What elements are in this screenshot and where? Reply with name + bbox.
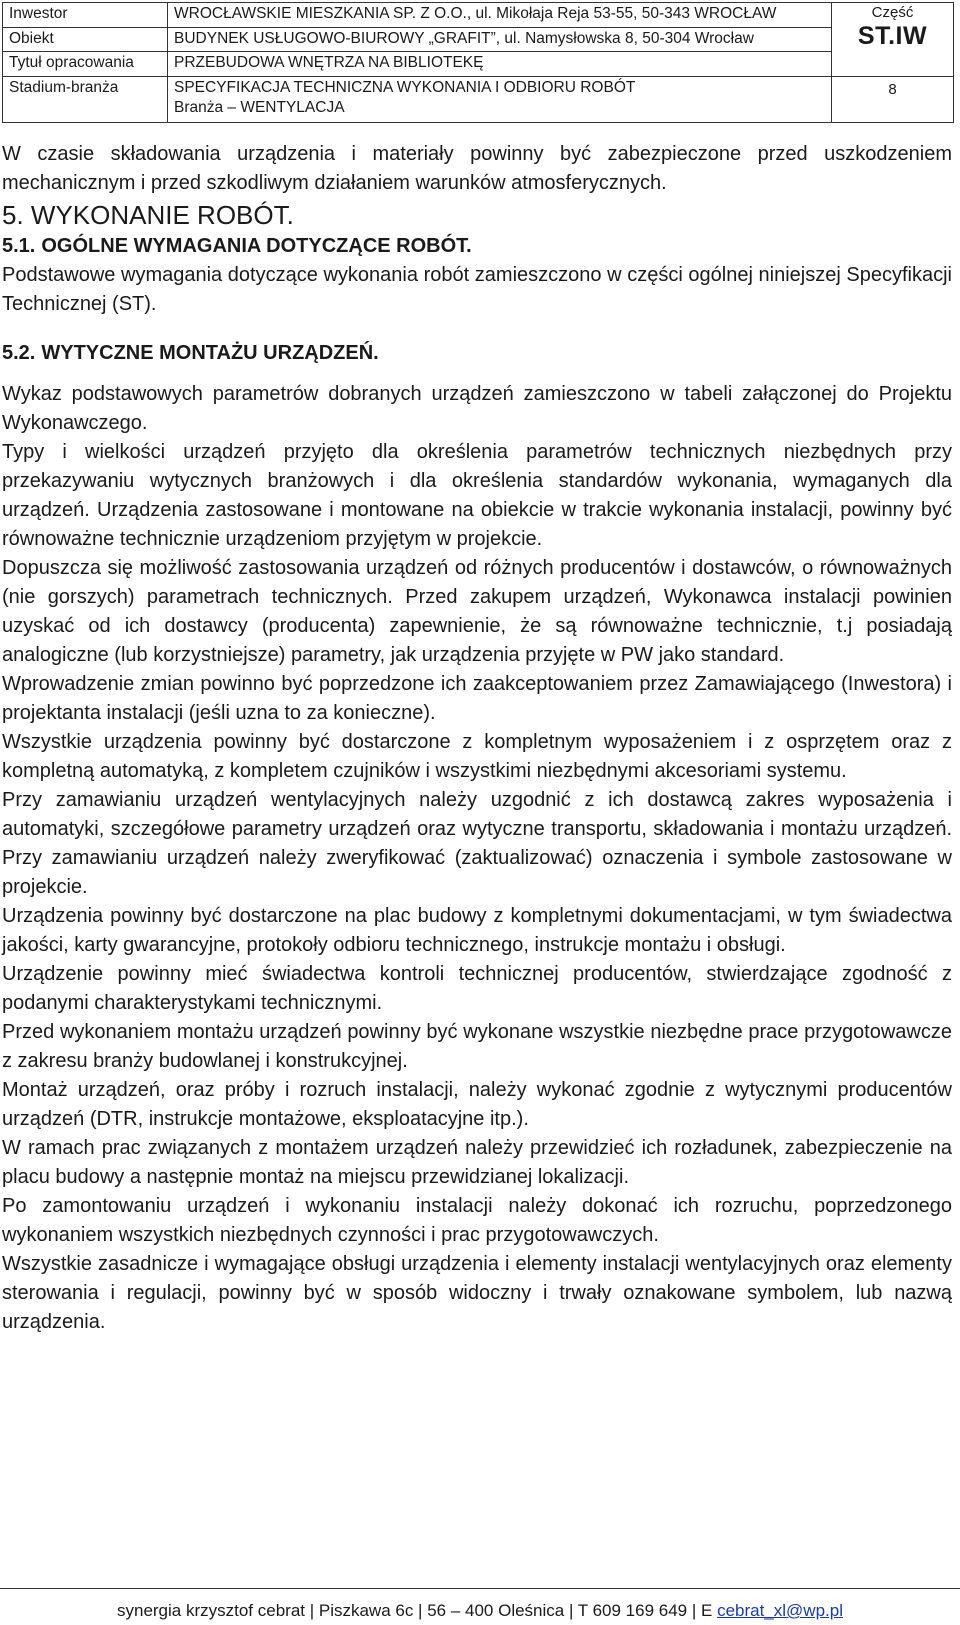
header-label-investor: Inwestor [3, 3, 168, 28]
subsection-number: 5.2. [2, 342, 36, 364]
header-part-code: ST.IW [857, 22, 928, 50]
header-value-title: PRZEBUDOWA WNĘTRZA NA BIBLIOTEKĘ [168, 52, 832, 77]
subsection-title: OGÓLNE WYMAGANIA DOTYCZĄCE ROBÓT. [41, 235, 472, 257]
paragraph: W ramach prac związanych z montażem urządzeń należy przewidzieć ich rozładunek, zabezpieczenie na placu budowy a następnie montaż na miejscu przewidzianej lokalizacji. [2, 1137, 952, 1188]
page-footer [0, 1588, 960, 1625]
header-table [2, 2, 954, 123]
header-value-stage [168, 76, 832, 122]
subsection-heading-5-1 [2, 232, 952, 261]
paragraph: Przy zamawianiu urządzeń wentylacyjnych należy uzgodnić z ich dostawcą zakres wyposażenia i automatyki, szczegółowe parametry urządzeń oraz wytyczne transportu, składowania i montażu urządzeń. Przy zamawianiu urządzeń należy zweryfikować (zaktualizować) oznaczenia i symbole zastosowane w projekcie. [2, 789, 952, 898]
subsection-title: WYTYCZNE MONTAŻU URZĄDZEŃ. [41, 342, 379, 364]
paragraph: Montaż urządzeń, oraz próby i rozruch instalacji, należy wykonać zgodnie z wytycznymi producentów urządzeń (DTR, instrukcje montażowe, eksploatacyjne itp.). [2, 1079, 952, 1130]
footer-contact: synergia krzysztof cebrat | Piszkawa 6c | 56 – 400 Oleśnica | T 609 169 649 | E [116, 1601, 718, 1620]
header-part-label: Część [871, 4, 914, 21]
paragraph: Urządzenie powinny mieć świadectwa kontroli technicznej producentów, stwierdzające zgodność z podanymi charakterystykami technicznymi. [2, 963, 952, 1014]
paragraph: Dopuszcza się możliwość zastosowania urządzeń od różnych producentów i dostawców, o równoważnych (nie gorszych) parametrach technicznych. Przed zakupem urządzeń, Wykonawca instalacji powinien uzyskać od ich dostawcy (producenta) zapewnienie, że są równoważne technicznie, t.j posiadają analogiczne (lub korzystniejsze) parametry, jak urządzenia przyjęte w PW jako standard. [2, 557, 952, 666]
intro-paragraph: W czasie składowania urządzenia i materiały powinny być zabezpieczone przed uszkodzeniem mechanicznym i przed szkodliwym działaniem warunków atmosferycznych. [2, 143, 952, 194]
paragraph: Wprowadzenie zmian powinno być poprzedzone ich zaakceptowaniem przez Zamawiającego (Inwestora) i projektanta instalacji (jeśli uzna to za konieczne). [2, 673, 952, 724]
header-value-object: BUDYNEK USŁUGOWO-BIUROWY „GRAFIT”, ul. Namysłowska 8, 50-304 Wrocław [168, 27, 832, 52]
header-page-cell [832, 76, 954, 122]
paragraph: Urządzenia powinny być dostarczone na plac budowy z kompletnymi dokumentacjami, w tym świadectwa jakości, karty gwarancyjne, protokoły odbioru technicznego, instrukcje montażu i obsługi. [2, 905, 952, 956]
paragraph: Typy i wielkości urządzeń przyjęto dla określenia parametrów technicznych niezbędnych przy przekazywaniu wytycznych branżowych i dla określenia standardów wykonania, wymaganych dla urządzeń. Urządzenia zastosowane i montowane na obiekcie w trakcie wykonania instalacji, powinny być równoważne technicznie urządzeniom przyjętym w projekcie. [2, 441, 952, 550]
header-value-investor: WROCŁAWSKIE MIESZKANIA SP. Z O.O., ul. Mikołaja Reja 53-55, 50-343 WROCŁAW [168, 3, 832, 28]
header-label-object: Obiekt [3, 27, 168, 52]
footer-email-link[interactable]: cebrat_xl@wp.pl [717, 1601, 843, 1620]
header-stage-line2: Branża – WENTYLACJA [174, 98, 345, 116]
header-label-title: Tytuł opracowania [3, 52, 168, 77]
paragraph: Wykaz podstawowych parametrów dobranych urządzeń zamieszczono w tabeli załączonej do Projektu Wykonawczego. [2, 383, 952, 434]
paragraph: Przed wykonaniem montażu urządzeń powinny być wykonane wszystkie niezbędne prace przygotowawcze z zakresu branży budowlanej i konstrukcyjnej. [2, 1021, 952, 1072]
paragraph: Po zamontowaniu urządzeń i wykonaniu instalacji należy dokonać ich rozruchu, poprzedzonego wykonaniem wszystkich niezbędnych czynności i prac przygotowawczych. [2, 1195, 952, 1246]
page-number: 8 [888, 80, 897, 98]
document-body [2, 140, 952, 1337]
paragraph-list [2, 380, 952, 1337]
section-title: 5. WYKONANIE ROBÓT. [2, 200, 294, 230]
paragraph: Wszystkie zasadnicze i wymagające obsługi urządzenia i elementy instalacji wentylacyjnych oraz elementy sterowania i regulacji, powinny być w sposób widoczny i trwały oznakowane symbolem, lub nazwą urządzenia. [2, 1253, 952, 1333]
subsection-paragraph: Podstawowe wymagania dotyczące wykonania robót zamieszczono w części ogólnej niniejszej Specyfikacji Technicznej (ST). [2, 264, 952, 315]
header-stage-line1: SPECYFIKACJA TECHNICZNA WYKONANIA I ODBIORU ROBÓT [174, 78, 636, 96]
header-label-stage: Stadium-branża [3, 76, 168, 122]
header-part-cell [832, 3, 954, 77]
paragraph: Wszystkie urządzenia powinny być dostarczone z kompletnym wyposażeniem i z osprzętem oraz z kompletną automatyką, z kompletem czujników i wszystkimi niezbędnymi akcesoriami systemu. [2, 731, 952, 782]
subsection-heading-5-2 [2, 339, 952, 368]
subsection-number: 5.1. [2, 235, 36, 257]
